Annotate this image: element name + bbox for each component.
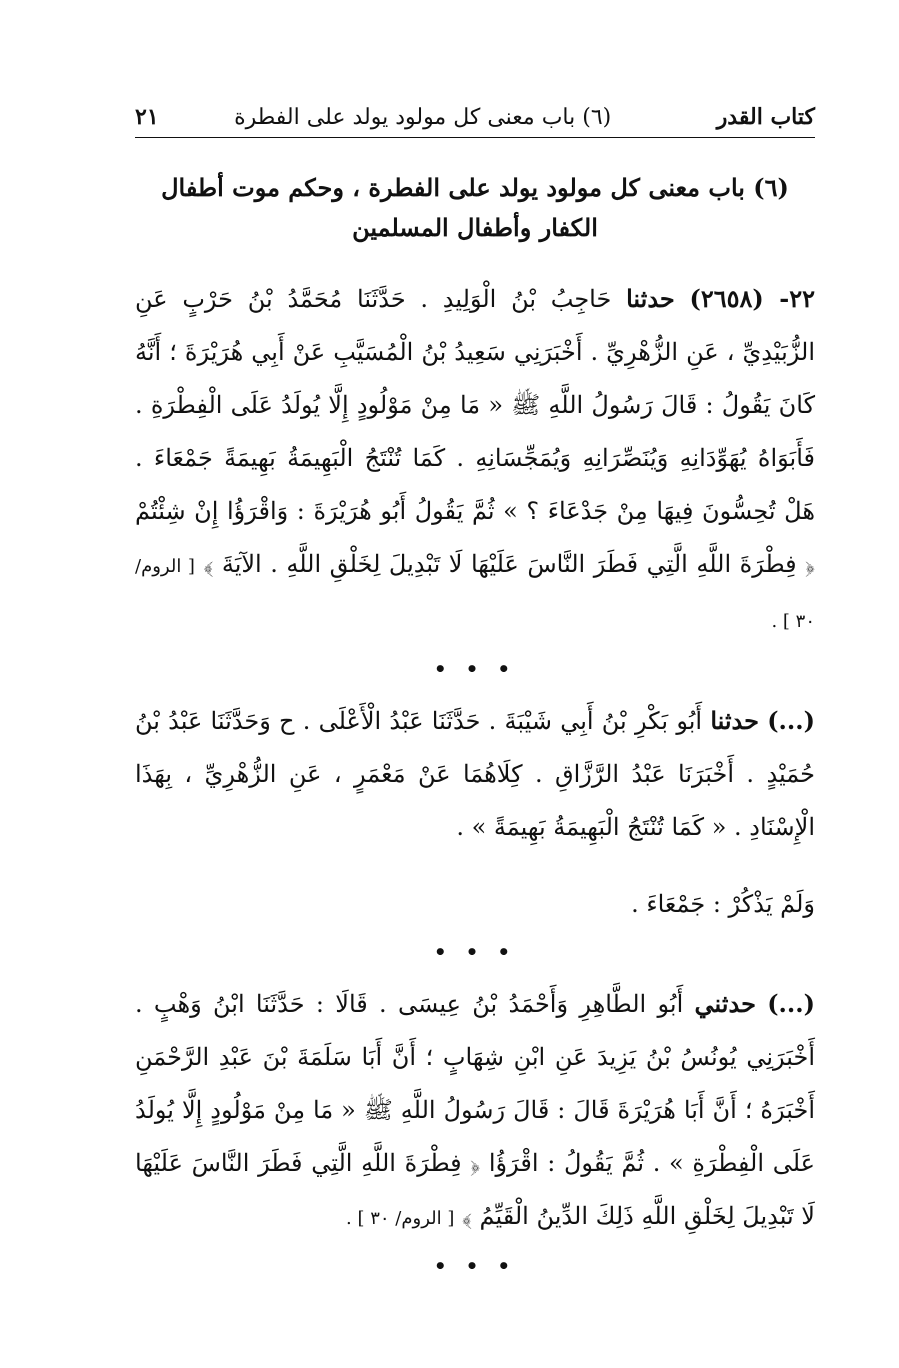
hadith-1 <box>135 272 815 648</box>
hadith-1-number: ٢٢- (٢٦٥٨) <box>689 284 815 313</box>
hadith-3-text: أَبُو الطَّاهِرِ وَأَحْمَدُ بْنُ عِيسَى . قَالَا : حَدَّثَنَا ابْنُ وَهْبٍ . أَخْبَرَنِي يُونُسُ بْنُ يَزِيدَ عَنِ ابْنِ شِهَابٍ ؛ أَنَّ أَبَا سَلَمَةَ بْنَ عَبْدِ الرَّحْمَنِ أَخْبَرَهُ ؛ أَنَّ أَبَا هُرَيْرَةَ قَالَ : قَالَ رَسُولُ اللَّهِ ﷺ « مَا مِنْ مَوْلُودٍ إِلَّا يُولَدُ عَلَى الْفِطْرَةِ » . ثُمَّ يَقُولُ : اقْرَؤُا ﴿ فِطْرَةَ اللَّهِ الَّتِي فَطَرَ النَّاسَ عَلَيْهَا لَا تَبْدِيلَ لِخَلْقِ اللَّهِ ذَلِكَ الدِّينُ الْقَيِّمُ ﴾ <box>135 990 815 1230</box>
book-title: كتاب القدر <box>716 104 815 130</box>
hadith-1-lead: حدثنا <box>626 284 675 313</box>
hadith-2-number: (...) <box>767 706 815 735</box>
hadith-2-lead: حدثنا <box>710 706 759 735</box>
hadith-3-number: (...) <box>767 989 815 1018</box>
chapter-title: (٦) باب معنى كل مولود يولد على الفطرة ، وحكم موت أطفال الكفار وأطفال المسلمين <box>161 173 789 242</box>
hadith-3-reference: [ الروم/ ٣٠ ] . <box>346 1208 455 1229</box>
hadith-1-reference: [ الروم/ ٣٠ ] . <box>135 556 815 632</box>
separator-2: • • • <box>433 940 517 964</box>
hadith-3-lead: حدثني <box>694 989 756 1018</box>
separator-1: • • • <box>433 657 517 681</box>
hadith-2-text: أَبُو بَكْرِ بْنُ أَبِي شَيْبَةَ . حَدَّثَنَا عَبْدُ الْأَعْلَى . ح وَحَدَّثَنَا عَبْدُ بْنُ حُمَيْدٍ . أَخْبَرَنَا عَبْدُ الرَّزَّاقِ . كِلَاهُمَا عَنْ مَعْمَرٍ ، عَنِ الزُّهْرِيِّ ، بِهَذَا الْإِسْنَادِ . « كَمَا تُنْتَجُ الْبَهِيمَةُ بَهِيمَةً » . <box>135 707 815 841</box>
book-page <box>135 100 815 1291</box>
hadith-2 <box>135 694 815 854</box>
chapter-running-title: (٦) باب معنى كل مولود يولد على الفطرة <box>234 105 612 130</box>
hadith-2-note: وَلَمْ يَذْكُرْ : جَمْعَاءَ . <box>631 890 815 918</box>
running-header <box>135 100 815 138</box>
separator-3: • • • <box>433 1254 517 1278</box>
page-number: ٢١ <box>135 104 159 130</box>
hadith-3 <box>135 977 815 1245</box>
hadith-1-text: حَاجِبُ بْنُ الْوَلِيدِ . حَدَّثَنَا مُحَمَّدُ بْنُ حَرْبٍ عَنِ الزُّبَيْدِيِّ ، عَنِ الزُّهْرِيِّ . أَخْبَرَنِي سَعِيدُ بْنُ الْمُسَيَّبِ عَنْ أَبِي هُرَيْرَةَ ؛ أَنَّهُ كَانَ يَقُولُ : قَالَ رَسُولُ اللَّهِ ﷺ « مَا مِنْ مَوْلُودٍ إِلَّا يُولَدُ عَلَى الْفِطْرَةِ . فَأَبَوَاهُ يُهَوِّدَانِهِ وَيُنَصِّرَانِهِ وَيُمَجِّسَانِهِ . كَمَا تُنْتَجُ الْبَهِيمَةُ بَهِيمَةً جَمْعَاءَ . هَلْ تُحِسُّونَ فِيهَا مِنْ جَدْعَاءَ ؟ » ثُمَّ يَقُولُ أَبُو هُرَيْرَةَ : وَاقْرَؤُا إِنْ شِئْتُمْ ﴿ فِطْرَةَ اللَّهِ الَّتِي فَطَرَ النَّاسَ عَلَيْهَا لَا تَبْدِيلَ لِخَلْقِ اللَّهِ . الآيَةَ ﴾ <box>135 285 816 578</box>
